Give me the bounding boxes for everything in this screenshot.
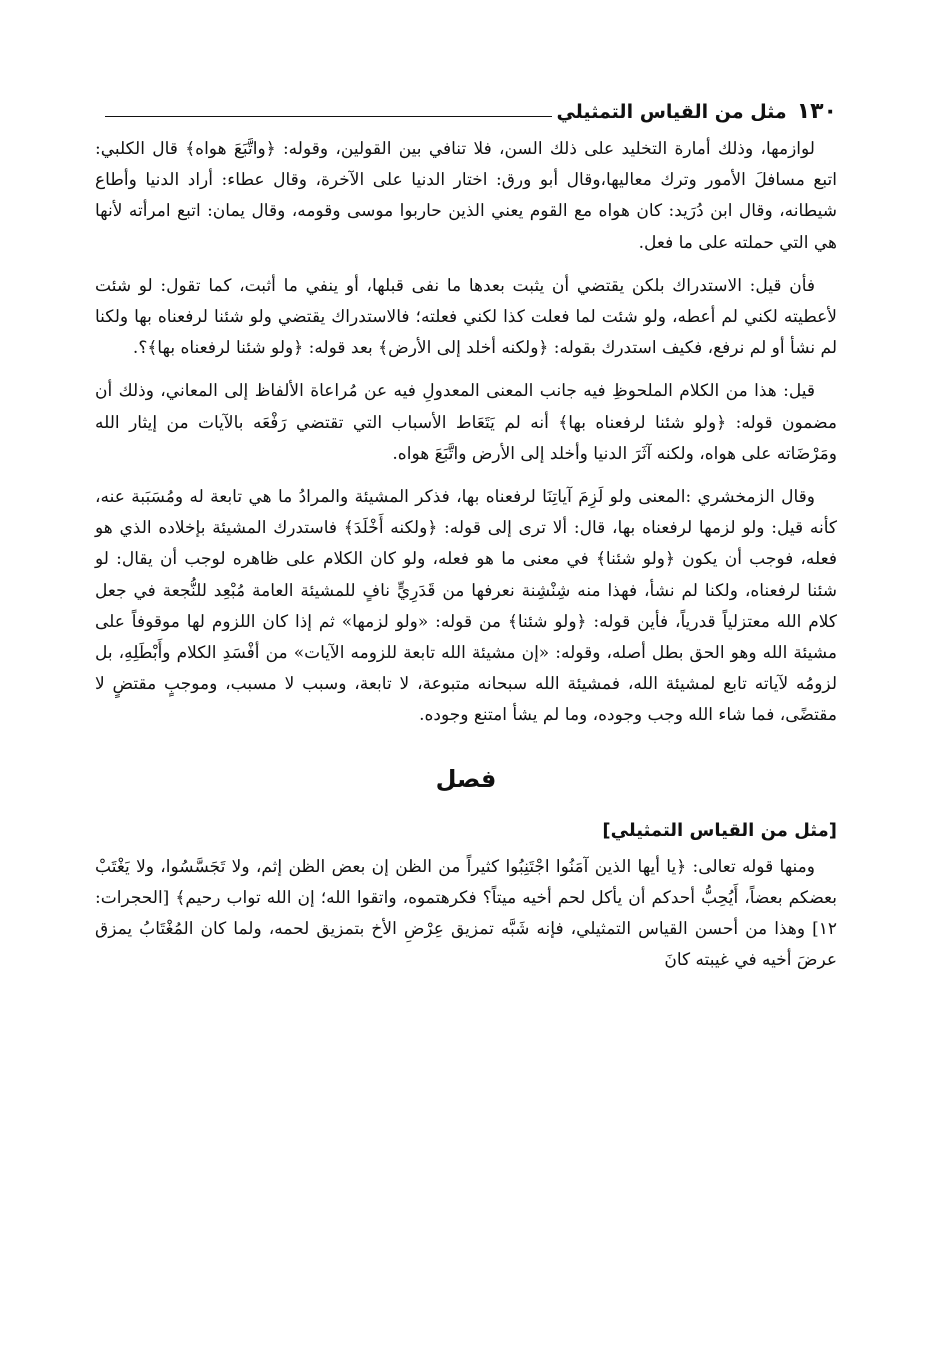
running-head <box>95 84 837 124</box>
body-text-bottom <box>95 852 837 977</box>
running-title: مثل من القياس التمثيلي <box>556 101 787 123</box>
paragraph: وقال الزمخشري :المعنى ولو لَزِمَ آياتِنَا لرفعناه بها، فذكر المشيئة والمرادُ ما هي تابعة له ومُسَبَبة عنه، كأنه قيل: ولو لزمها لرفعناه بها، قال: ألا ترى إلى قوله: ﴿ولكنه أَخْلَدَ﴾ فاستدرك المشيئة بإخلاده الذي هو فعله، فوجب أن يكون ﴿ولو شئنا﴾ في معنى ما هو فعله، ولو كان الكلام على ظاهره لوجب أن يقال: لو شئنا لرفعناه، ولكنا لم نشأ، فهذا منه شِنْشِنة نعرفها من قَدَرِيٍّ نافٍ للمشيئة العامة مُبْعِد للنُّجعة في جعل كلام الله معتزلياً قدرياً، فأين قوله: ﴿ولو شئنا﴾ من قوله: «ولو لزمها» ثم إذا كان اللزوم لها موقوفاً على مشيئة الله وهو الحق بطل أصله، وقوله: «إن مشيئة الله تابعة للزومه الآيات» من أفْسَدِ الكلام وأَبْطَلِهِ، بل لزومُه لآياته تابع لمشيئة الله، فمشيئة الله سبحانه متبوعة، لا تابعة، وسبب لا مسبب، وموجبٍ مقتضٍ لا مقتضًى، فما شاء الله وجب وجوده، وما لم يشأ امتنع وجوده. <box>95 487 837 726</box>
section-subheading: [مثل من القياس التمثيلي] <box>602 819 837 841</box>
paragraph: ومنها قوله تعالى: ﴿يا أيها الذين آمَنُوا اجْتَنِبُوا كثيراً من الظن إن بعض الظن إثم، ولا تَجَسَّسُوا، ولا يَغْتَبْ بعضكم بعضاً، أَيُحِبُّ أحدكم أن يأكل لحم أخيه ميتاً؟ فكرهتموه، واتقوا الله؛ إن الله تواب رحيم﴾ [الحجرات: ١٢] وهذا من أحسن القياس التمثيلي، فإنه شَبَّه تمزيق عِرْضِ الأخ بتمزيق لحمه، ولما كان المُغْتَابُ يمزق عرضَ أخيه في غيبته كانَ <box>95 856 837 971</box>
header-rule <box>105 116 552 117</box>
book-page <box>95 84 837 988</box>
page-number: ١٣٠ <box>796 99 837 124</box>
paragraph: فأن قيل: الاستدراك بلكن يقتضي أن يثبت بعدها ما نفى قبلها، أو ينفي ما أثبت، كما تقول: لو شئت لأعطيته لكني لم أعطه، ولو شئت لما فعلت كذا لكني فعلته؛ فالاستدراك يقتضي ولو شئنا لرفعناه بها ولكنا لم نشأ أو لم نرفع، فكيف استدرك بقوله: ﴿ولكنه أخلد إلى الأرض﴾ بعد قوله: ﴿ولو شئنا لرفعناه بها﴾؟. <box>95 275 837 359</box>
section-heading: فصل <box>435 764 497 793</box>
paragraph: لوازمها، وذلك أمارة التخليد على ذلك السن، فلا تنافي بين القولين، وقوله: ﴿واتَّبَعَ هواه﴾ قال الكلبي: اتبع مسافلَ الأمور وترك معاليها،وقال أبو ورق: اختار الدنيا على الآخرة، وقال عطاء: أراد الدنيا وأطاع شيطانه، وقال ابن دُرَيد: كان هواه مع القوم يعني الذين حاربوا موسى وقومه، وقال يمان: اتبع امرأته لأنها هي التي حملته على ما فعل. <box>95 139 837 253</box>
body-text-top <box>95 134 837 732</box>
paragraph: قيل: هذا من الكلام الملحوظِ فيه جانب المعنى المعدولِ فيه عن مُراعاة الألفاظ إلى المعاني، وذلك أن مضمون قوله: ﴿ولو شئنا لرفعناه بها﴾ أنه لم يَتَعَاط الأسباب التي تقتضي رَفْعَه بالآيات من إيثار الله ومَرْضَاته على هواه، ولكنه آثَرَ الدنيا وأخلد إلى الأرض واتَّبَعَ هواه. <box>95 381 837 464</box>
